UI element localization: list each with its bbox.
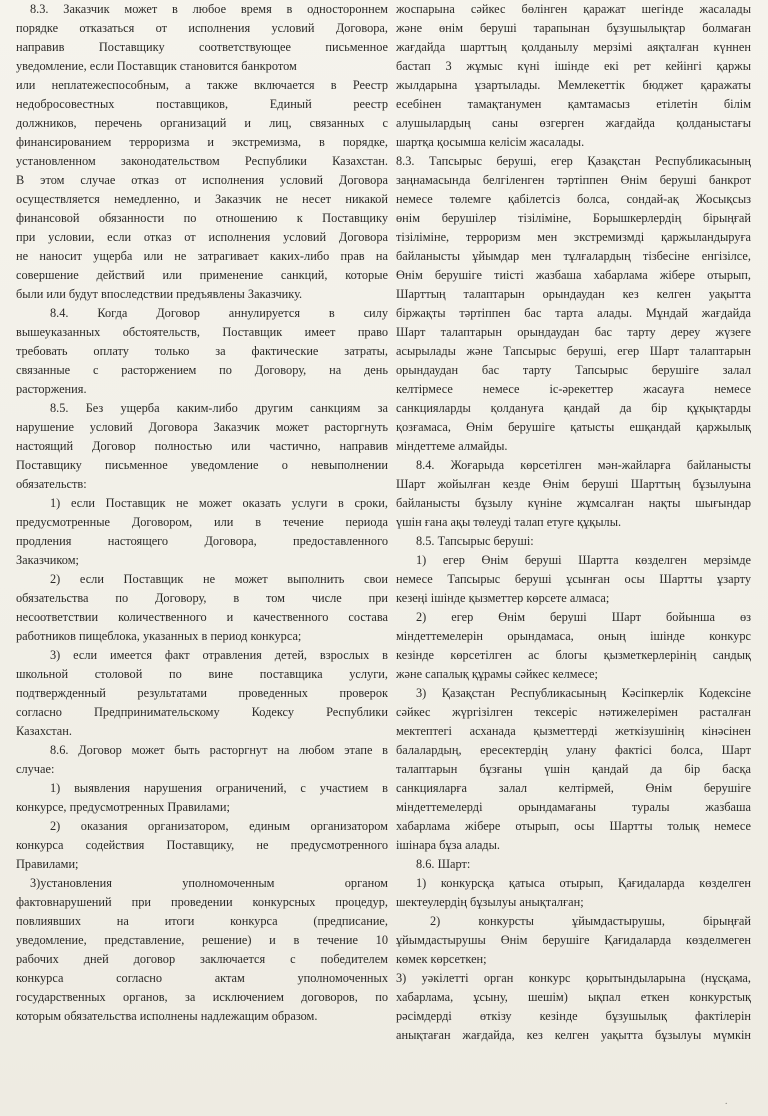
text-line: асырылады және Тапсырыс беруші, егер Шарт талаптарын [396,344,751,358]
text-line: және өнім беруші тарапынан бұзушылықтар болмаған [396,21,751,35]
text-line: нарушение условий Договора Заказчик может расторгнуть [16,420,388,434]
text-line: 1) если Поставщик не может оказать услуги в сроки, [50,496,388,510]
text-line: кезінде көрсетілген ас блогы қызметкерлерінің сандық [396,648,751,662]
text-line: конкурса согласно актам уполномоченных [16,971,388,985]
text-line: или неплатежеспособным, а также включается в Реестр [16,78,388,92]
text-line: работников пищеблока, указанных в период конкурса; [16,629,302,643]
text-line: направив Поставщику соответствующее письменное [16,40,388,54]
text-line: случае: [16,762,55,776]
text-line: недобросовестных поставщиков, Единый реестр [16,97,388,111]
text-line: уведомление, если Поставщик становится банкротом [16,59,297,73]
text-line: осуществляется немедленно, и Заказчик не несет никакой [16,192,388,206]
text-line: 8.6. Шарт: [416,857,471,871]
text-line: санкцияларға залал келтірмей, Өнім берушіге [396,781,751,795]
text-line: обязательств: [16,477,87,491]
text-line: 1) выявления нарушения ограничений, с участием в [50,781,388,795]
text-line: 3) уәкілетті орган конкурс қорытындыларына (нұсқама, [396,971,751,985]
text-line: 8.4. Жоғарыда көрсетілген мән-жайларға байланысты [416,458,751,472]
text-line: связанные с расторжением по Договору, на день [16,363,388,377]
text-line: вышеуказанных обстоятельств, Поставщик имеет право [16,325,388,339]
text-line: 3)установления уполномоченным органом [30,876,388,890]
text-line: 8.6. Договор может быть расторгнут на любом этапе в [50,743,388,757]
text-line: продления настоящего Договора, предоставленного [16,534,388,548]
text-line: жағдайда шарттың қолданылу мерзімі аяқталған күннен [396,40,751,54]
text-line: анықтаған жағдайда, кез келген уақытта бұзылуы мүмкін [396,1028,751,1042]
text-line: финансовой обязанности по отношению к Поставщику [16,211,388,225]
text-line: 8.5. Тапсырыс беруші: [416,534,534,548]
text-line: Шарт талаптарын орындаудан бас тарту дереу жүзеге [396,325,751,339]
text-line: 2) если Поставщик не может выполнить свои [50,572,388,586]
text-line: уведомление, представление, решение) и в течение 10 [16,933,388,947]
text-line: хабарлама, ұсыну, шешім) ықпал еткен конкурстық [396,990,751,1004]
text-line: 2) конкурсты ұйымдастырушы, бірыңғай [430,914,751,928]
text-line: санкцияларды қолдануға қандай да бір құқықтарды [396,401,751,415]
text-line: кезеңі ішінде қызметтер көрсете алмаса; [396,591,610,605]
page-mark: · [724,1098,728,1110]
text-line: обязательства по Договору, в том числе при [16,591,388,605]
text-line: 2) оказания организатором, единым организатором [50,819,388,833]
text-line: талаптарын бұзғаны үшін қандай да бір басқа [396,762,751,776]
text-line: ішінара бұза алады. [396,838,500,852]
text-line: біржақты тәртіппен бас тарта алады. Мұндай жағдайда [396,306,751,320]
text-line: не наносит ущерба или не затрагивает каких-либо прав на [16,249,388,263]
text-line: келтірмесе немесе іс-әрекеттер жасауға немесе [396,382,751,396]
text-line: мектептегі асханада қызметтерді жеткізушінің кінәсінен [396,724,751,738]
text-line: 2) егер Өнім беруші Шарт бойынша өз [416,610,751,624]
text-line: үшін ғана ақы төлеуді талап етуге құқылы. [396,515,622,529]
text-line: міндеттемелерін орындамаса, оның ішінде конкурс [396,629,751,643]
text-line: Поставщику письменное уведомление о невыполнении [16,458,388,472]
text-line: 1) конкурсқа қатыса отырып, Қағидаларда көзделген [416,876,751,890]
text-line: конкурсе, предусмотренных Правилами; [16,800,230,814]
text-line: школьной столовой по вине поставщика услуги, [16,667,388,681]
text-line: конкурса содействия Поставщику, не предусмотренного [16,838,388,852]
text-line: 3) если имеется факт отравления детей, взрослых в [50,648,388,662]
text-line: бастап 3 жұмыс күні ішінде екі рет кейінгі қаржы [396,59,751,73]
text-line: совершение действий или применение санкций, которые [16,268,388,282]
text-line: при условии, если отказ от исполнения условий Договора [16,230,388,244]
text-line: Шарт жойылған кезде Өнім беруші Шарттың бұзылуына [396,477,751,491]
text-line: согласно Предпринимательскому Кодексу Республики [16,705,388,719]
left-column-russian [16,0,388,1026]
text-line: жоспарына сәйкес бөлінген қаражат шегінде жасалады [396,2,751,16]
text-line: алушылардың саны өзгерген жағдайда қолданыстағы [396,116,751,130]
text-line: государственных органов, за исключением договоров, по [16,990,388,1004]
text-line: подтвержденный результатами проведенных проверок [16,686,388,700]
text-line: Өнім берушіге тиісті жазбаша хабарлама жібере отырып, [396,268,751,282]
text-line: фактовнарушений при проведении конкурсных процедур, [16,895,388,909]
text-line: рәсімдерді өткізу кезінде бұзушылық фактілерін [396,1009,751,1023]
text-line: сәйкес жүргізілген тексеріс нәтижелерімен расталған [396,705,751,719]
text-line: міндеттеме алмайды. [396,439,508,453]
text-line: өнім берушілер тізіліміне, Борышкерлердің бірыңғай [396,211,751,225]
text-line: байланысты ұйымдар мен тұлғалардың тізбесіне енгізілсе, [396,249,751,263]
text-line: 8.5. Без ущерба каким-либо другим санкциям за [50,401,388,415]
text-line: порядке отказаться от исполнения условий Договора, [16,21,388,35]
text-line: көмек көрсеткен; [396,952,487,966]
right-column-kazakh [396,0,751,1045]
text-line: 8.3. Заказчик может в любое время в одностороннем [30,2,388,16]
text-line: предусмотренные Договором, или в течение периода [16,515,388,529]
text-line: настоящий Договор полностью или частично, направив [16,439,388,453]
text-line: 3) Қазақстан Республикасының Кәсіпкерлік Кодексіне [416,686,751,700]
text-line: және сапалық құрамы сәйкес келмесе; [396,667,598,681]
text-line: Правилами; [16,857,79,871]
text-line: Шарттың талаптарын орындаудан кез келген уақытта [396,287,751,301]
text-line: байланысты бұзылу күніне жұмсалған нақты шығындар [396,496,751,510]
text-line: расторжения. [16,382,87,396]
text-line: 8.4. Когда Договор аннулируется в силу [50,306,388,320]
text-line: немесе Тапсырыс беруші ұсынған осы Шартты ұзарту [396,572,751,586]
text-line: орындаудан бас тарту Тапсырыс берушіге залал [396,363,751,377]
text-line: міндеттемелерді орындамағаны туралы жазбаша [396,800,751,814]
text-line: 1) егер Өнім беруші Шартта көзделген мерзімде [416,553,751,567]
text-line: заңнамасында белгіленген тәртіппен Өнім беруші банкрот [396,173,751,187]
text-line: В этом случае отказ от исполнения условий Договора [16,173,388,187]
text-line: жылдарына ұзартылады. Мемлекеттік бюджет қаражаты [396,78,751,92]
text-line: повлиявших на итоги конкурса (предписание, [16,914,388,928]
text-line: были или будут впоследствии предъявлены Заказчику. [16,287,303,301]
text-line: финансированием терроризма и экстремизма, в порядке, [16,135,388,149]
text-line: Заказчиком; [16,553,79,567]
text-line: установленном законодательством Республики Казахстан. [16,154,388,168]
text-line: балалардың, ересектердің улану фактісі болса, Шарт [396,743,751,757]
text-line: тізіліміне, терроризм мен экстремизмді қаржыландыруға [396,230,751,244]
text-line: рабочих дней договор заключается с победителем [16,952,388,966]
text-line: ұйымдастырушы Өнім берушіге Қағидаларда көзделмеген [396,933,751,947]
text-line: есебінен тамақтанумен қамтамасыз етілетін білім [396,97,751,111]
text-line: немесе төлемге қабілетсіз болса, сондай-ақ Жосықсыз [396,192,751,206]
text-line: шектеулердің бұзылуы анықталған; [396,895,584,909]
text-line: хабарлама жібере отырып, осы Шартты толық немесе [396,819,751,833]
text-line: несоответствии количественного и качественного состава [16,610,388,624]
text-line: должников, перечень организаций и лиц, связанных с [16,116,388,130]
text-line: 8.3. Тапсырыс беруші, егер Қазақстан Республикасының [396,154,751,168]
text-line: шартқа қосымша келісім жасалады. [396,135,585,149]
text-line: қозғамаса, Өнім берушіге қатысты ешқандай қаржылық [396,420,751,434]
text-line: которым обязательства исполнены надлежащим образом. [16,1009,318,1023]
text-line: Казахстан. [16,724,72,738]
text-line: требовать оплату только за фактические затраты, [16,344,388,358]
